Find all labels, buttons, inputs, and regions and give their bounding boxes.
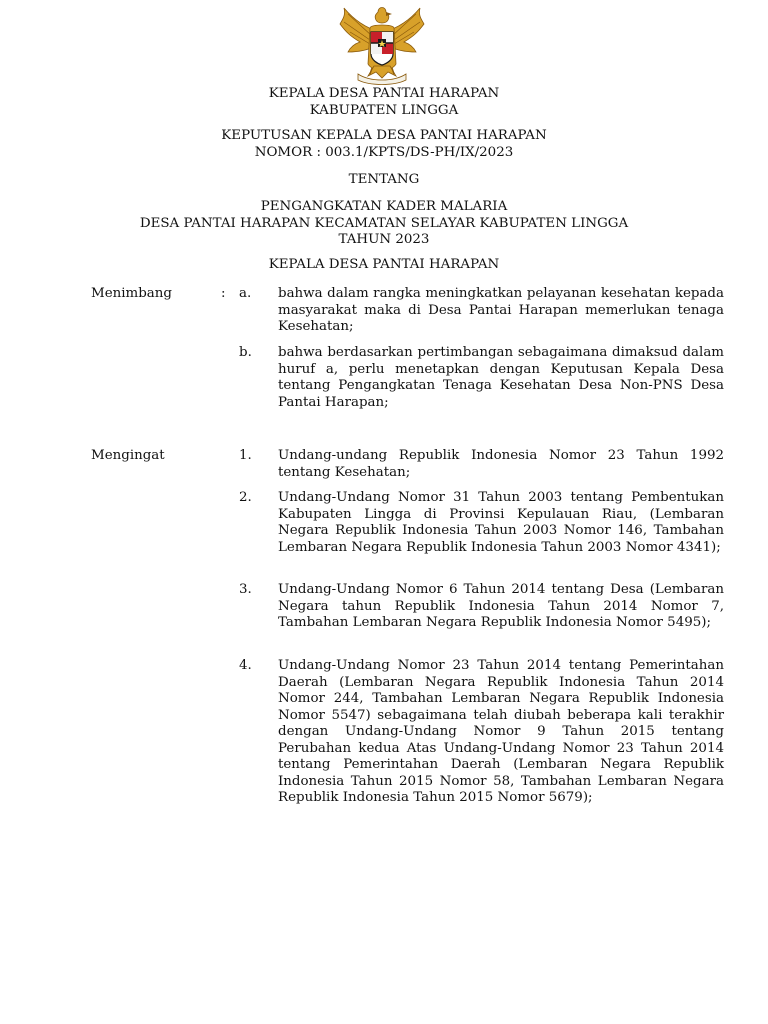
tentang-heading (0, 172, 768, 189)
mengingat-item-marker: 3. (239, 582, 252, 597)
mengingat-item-text: Undang-undang Republik Indonesia Nomor 23 Tahun 1992 tentang Kesehatan; (278, 448, 724, 480)
mengingat-label: Mengingat (91, 448, 165, 463)
menimbang-item-text: bahwa dalam rangka meningkatkan pelayanan kesehatan kepada masyarakat maka di Desa Pantai Harapan memerlukan tenaga Kesehatan; (278, 286, 724, 334)
mengingat-item-marker: 2. (239, 490, 252, 505)
decree-heading (0, 128, 768, 161)
tentang-label: TENTANG (348, 172, 420, 187)
menimbang-colon: : (221, 286, 226, 301)
mengingat-item-marker: 4. (239, 658, 252, 673)
letterhead-line-2: KABUPATEN LINGGA (309, 102, 459, 118)
menimbang-label: Menimbang (91, 286, 172, 301)
subject-line-2: DESA PANTAI HARAPAN KECAMATAN SELAYAR KABUPATEN LINGGA (139, 215, 629, 231)
subject-heading (0, 199, 768, 249)
decree-title: KEPUTUSAN KEPALA DESA PANTAI HARAPAN (221, 128, 547, 143)
mengingat-item-marker: 1. (239, 448, 252, 463)
issuer-heading (0, 257, 768, 274)
menimbang-item-marker: b. (239, 345, 252, 360)
decree-number: NOMOR : 003.1/KPTS/DS-PH/IX/2023 (254, 144, 514, 160)
subject-line-1: PENGANGKATAN KADER MALARIA (260, 199, 508, 214)
mengingat-item-text: Undang-Undang Nomor 31 Tahun 2003 tentang Pembentukan Kabupaten Lingga di Provinsi Kepulauan Riau, (Lembaran Negara Republik Indonesia Tahun 2003 Nomor 146, Tambahan Lembaran Negara Republik Indonesia Tahun 2003 Nomor 4341); (278, 490, 724, 555)
letterhead (0, 86, 768, 119)
issuer-label: KEPALA DESA PANTAI HARAPAN (268, 257, 500, 272)
mengingat-item-text: Undang-Undang Nomor 23 Tahun 2014 tentang Pemerintahan Daerah (Lembaran Negara Republik Indonesia Tahun 2014 Nomor 244, Tambahan Lembaran Negara Republik Indonesia Nomor 5547) sebagaimana telah diubah beberapa kali terakhir dengan Undang-Undang Nomor 9 Tahun 2015 tentang Perubahan kedua Atas Undang-Undang Nomor 23 Tahun 2014 tentang Pemerintahan Daerah (Lembaran Negara Republik Indonesia Tahun 2015 Nomor 58, Tambahan Lembaran Negara Republik Indonesia Tahun 2015 Nomor 5679); (278, 658, 724, 805)
mengingat-item-text: Undang-Undang Nomor 6 Tahun 2014 tentang Desa (Lembaran Negara tahun Republik Indonesia Tahun 2014 Nomor 7, Tambahan Lembaran Negara Republik Indonesia Nomor 5495); (278, 582, 724, 630)
subject-line-3: TAHUN 2023 (338, 232, 430, 247)
letterhead-line-1: KEPALA DESA PANTAI HARAPAN (268, 86, 500, 101)
garuda-emblem-icon (336, 2, 428, 86)
menimbang-item-text: bahwa berdasarkan pertimbangan sebagaimana dimaksud dalam huruf a, perlu menetapkan dengan Keputusan Kepala Desa tentang Pengangkatan Tenaga Kesehatan Desa Non-PNS Desa Pantai Harapan; (278, 345, 724, 410)
menimbang-item-marker: a. (239, 286, 252, 301)
